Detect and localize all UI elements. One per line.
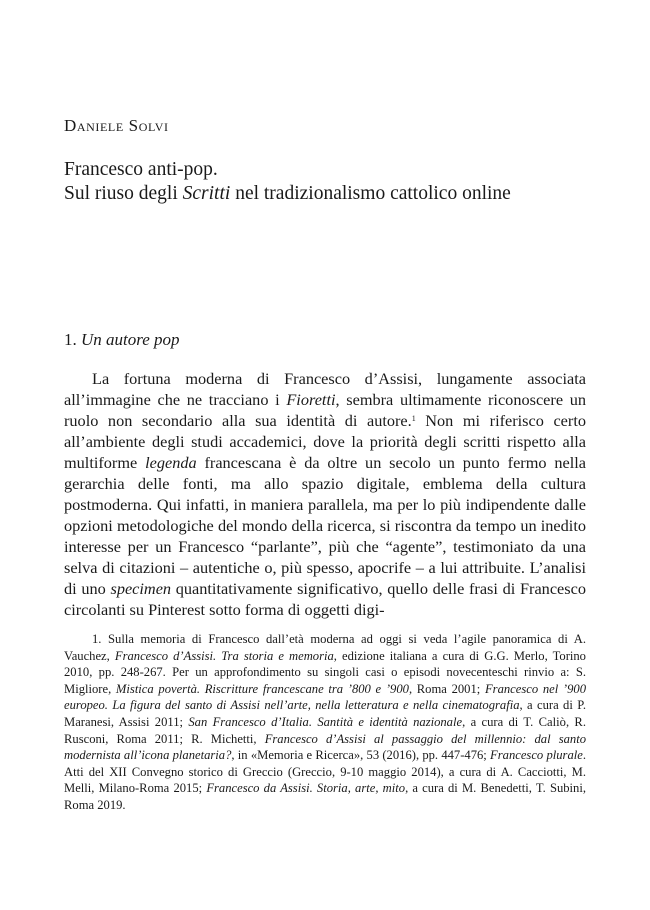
footnote-reference[interactable]: 1 bbox=[411, 414, 416, 423]
emphasis: Francesco d’Assisi. Tra storia e memoria bbox=[114, 648, 334, 663]
emphasis: Francesco da Assisi. Storia, arte, mito bbox=[206, 781, 406, 796]
text-run: , sembra ultimamente riconoscere un ruolo non secondario alla sua identità di autore. bbox=[64, 390, 587, 430]
footnotes bbox=[64, 631, 586, 814]
author-name: Daniele Solvi bbox=[64, 116, 169, 135]
text-run: , Roma 2001; bbox=[408, 681, 485, 696]
text-run: , a cura di P. Maranesi, Assisi 2011; bbox=[64, 698, 586, 729]
text-run: . Atti del XII Convegno storico di Greccio (Greccio, 9-10 maggio 2014), a cura di A. Cacciotti, M. Melli, Milano-Roma 2015; bbox=[64, 748, 586, 796]
article-title bbox=[64, 158, 586, 206]
section-title: Un autore pop bbox=[81, 330, 180, 349]
emphasis: Francesco plurale bbox=[490, 748, 583, 763]
text-run: , edizione italiana a cura di G.G. Merlo, Torino 2010, pp. 248-267. Per un approfondimento su singoli casi o episodi novecenteschi rinvio a: S. Migliore, bbox=[64, 648, 586, 696]
text-run: quantitativamente significativo, quello delle frasi di Francesco circolanti su Pinterest sotto forma di oggetti digi- bbox=[64, 579, 586, 619]
body-text bbox=[64, 368, 586, 620]
title-line-2 bbox=[64, 182, 586, 206]
text-run: , a cura di T. Caliò, R. Rusconi, Roma 2011; R. Michetti, bbox=[64, 714, 586, 746]
title-line-1: Francesco anti-pop. bbox=[64, 159, 218, 180]
text-run: francescana è da oltre un secolo un punto fermo nella gerarchia delle fonti, ma allo spazio digitale, emblema della cultura postmoderna. Qui infatti, in maniera parallela, ma per lo più indipendente dalle opzioni metodologiche del mondo della ricerca, si riscontra da tempo un inedito interesse per un Francesco “parlante”, più che “agente”, testimoniato da una selva di citazioni – autentiche o, più spesso, apocrife – a lui attribuite. L’analisi di uno bbox=[64, 453, 586, 598]
section-heading bbox=[64, 330, 180, 350]
text-run: 1. Sulla memoria di Francesco dall’età moderna ad oggi si veda l’agile panoramica di A. Vauchez, bbox=[64, 632, 586, 663]
paragraph bbox=[64, 368, 586, 620]
emphasis: Francesco nel ’900 europeo. La figura del santo di Assisi nell’arte, nella letteratura e nella cinematografia bbox=[64, 681, 586, 713]
footnote-1 bbox=[64, 631, 586, 814]
text-run: , in «Memoria e Ricerca», 53 (2016), pp. 447-476; bbox=[231, 748, 491, 763]
title-text: Sul riuso degli bbox=[64, 183, 183, 204]
text-run: , a cura di M. Benedetti, T. Subini, Roma 2019. bbox=[64, 781, 586, 812]
emphasis: Mistica povertà. Riscritture francescane tra ’800 e ’900 bbox=[115, 681, 409, 696]
page bbox=[64, 0, 586, 910]
emphasis: specimen bbox=[110, 579, 172, 598]
text-run: La fortuna moderna di Francesco d’Assisi, lungamente associata all’immagine che ne tracciano i bbox=[64, 369, 586, 409]
emphasis: Francesco d’Assisi al passaggio del millennio: dal santo modernista all’icona planetaria? bbox=[64, 731, 586, 763]
emphasis: San Francesco d’Italia. Santità e identità nazionale bbox=[188, 714, 463, 729]
text-run: Non mi riferisco certo all’ambiente degli studi accademici, dove la priorità degli scritti rispetto alla multiforme bbox=[64, 411, 586, 472]
title-text: nel tradizionalismo cattolico online bbox=[230, 183, 511, 204]
emphasis: Fioretti bbox=[286, 390, 336, 409]
title-emphasis: Scritti bbox=[182, 183, 231, 204]
emphasis: legenda bbox=[145, 453, 197, 472]
section-number: 1. bbox=[64, 330, 81, 349]
